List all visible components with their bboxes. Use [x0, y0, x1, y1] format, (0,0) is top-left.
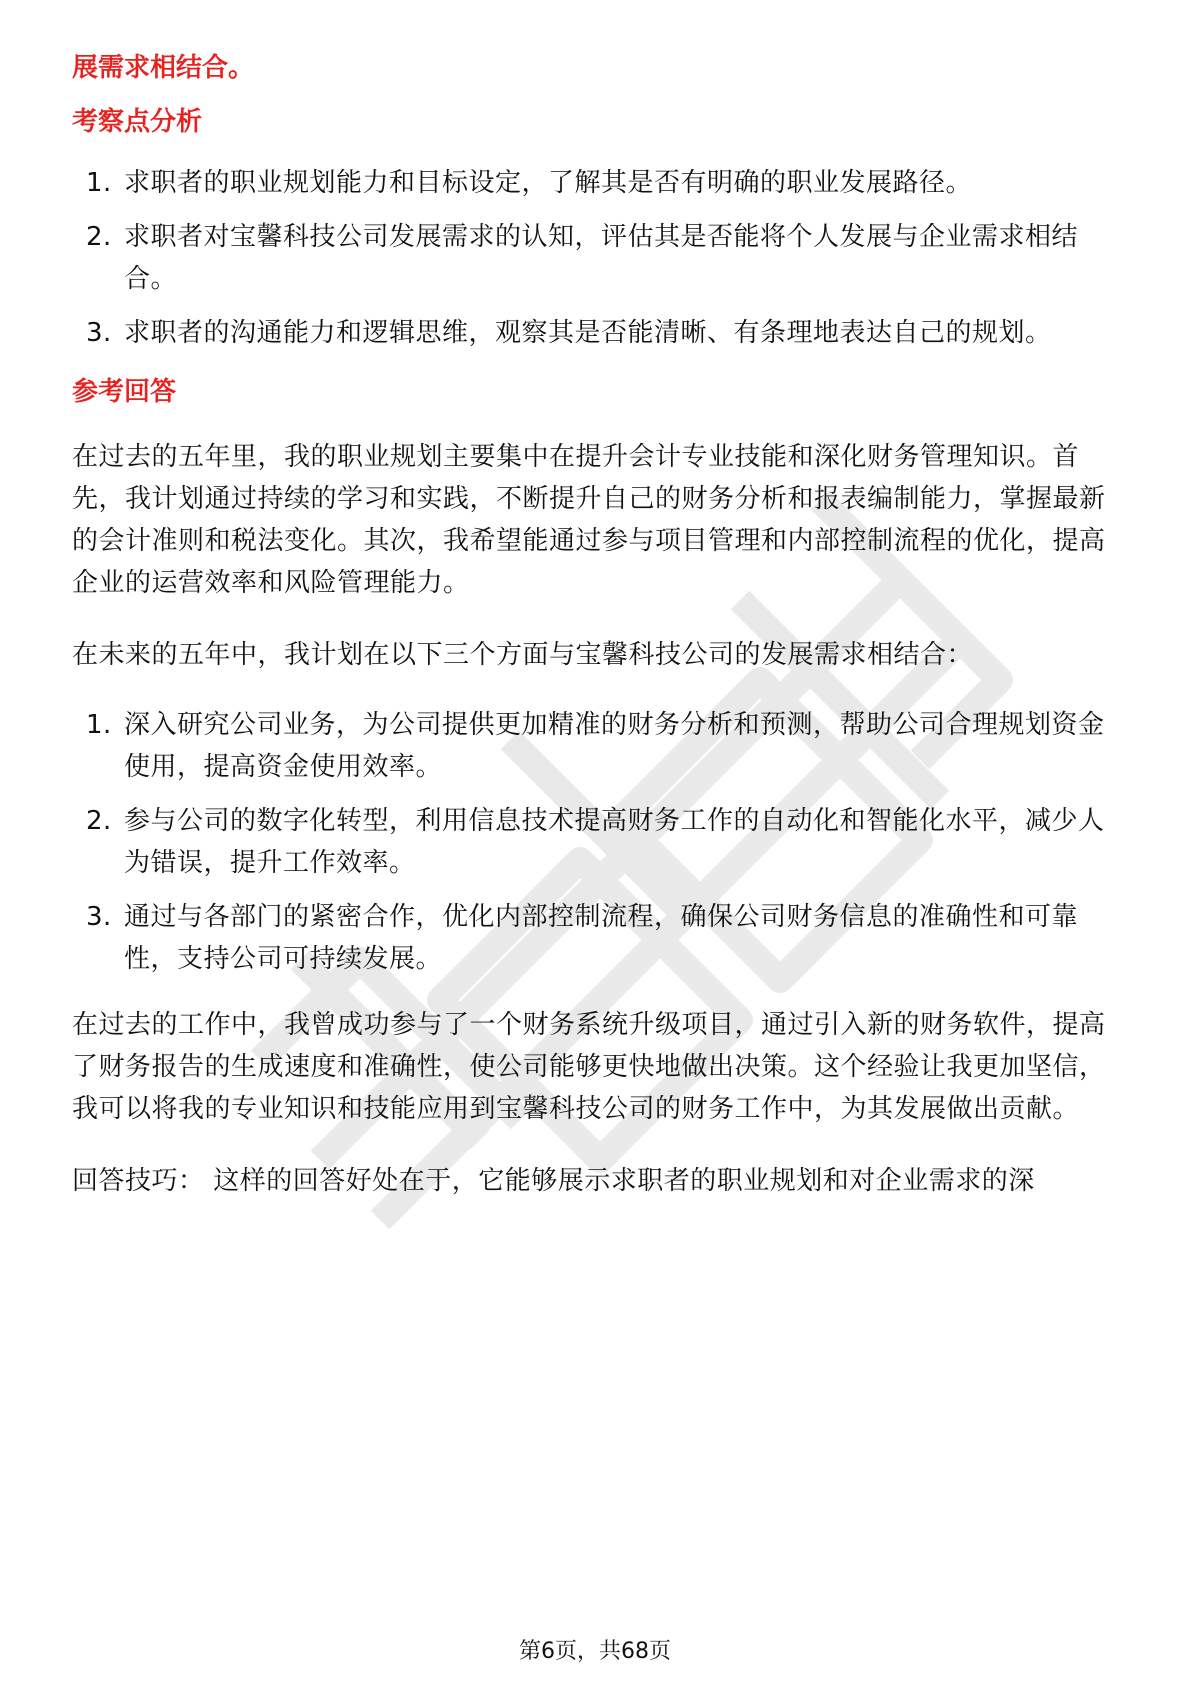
list-item-number: 1.	[86, 710, 112, 740]
list-item	[72, 704, 1118, 788]
list-item	[72, 800, 1118, 884]
list-item-number: 2.	[86, 222, 112, 252]
list-item	[72, 162, 1118, 204]
list-item-number: 1.	[86, 168, 112, 198]
answer-list	[72, 704, 1118, 980]
answer-tip: 回答技巧： 这样的回答好处在于，它能够展示求职者的职业规划和对企业需求的深	[72, 1166, 1035, 1196]
list-item-text: 求职者的沟通能力和逻辑思维，观察其是否能清晰、有条理地表达自己的规划。	[124, 318, 1052, 348]
continuation-heading: 展需求相结合。	[72, 53, 255, 83]
answer-heading: 参考回答	[72, 377, 177, 407]
list-item-number: 2.	[86, 806, 112, 836]
list-item-text: 参与公司的数字化转型，利用信息技术提高财务工作的自动化和智能化水平，减少人为错误，提升工作效率。	[124, 806, 1105, 878]
list-item	[72, 312, 1118, 354]
list-item-text: 求职者对宝馨科技公司发展需求的认知，评估其是否能将个人发展与企业需求相结合。	[124, 222, 1079, 294]
document-body	[72, 48, 1118, 1202]
list-item	[72, 216, 1118, 300]
list-item-text: 深入研究公司业务，为公司提供更加精准的财务分析和预测，帮助公司合理规划资金使用，提高资金使用效率。	[124, 710, 1105, 782]
page-number-footer: 第6页，共68页	[519, 1639, 671, 1664]
answer-paragraph-2: 在未来的五年中，我计划在以下三个方面与宝馨科技公司的发展需求相结合：	[72, 640, 974, 670]
list-item-text: 通过与各部门的紧密合作，优化内部控制流程，确保公司财务信息的准确性和可靠性，支持公司可持续发展。	[124, 902, 1079, 974]
list-item	[72, 896, 1118, 980]
list-item-text: 求职者的职业规划能力和目标设定，了解其是否有明确的职业发展路径。	[124, 168, 973, 198]
analysis-heading: 考察点分析	[72, 107, 203, 137]
list-item-number: 3.	[86, 902, 112, 932]
list-item-number: 3.	[86, 318, 112, 348]
answer-paragraph-1: 在过去的五年里，我的职业规划主要集中在提升会计专业技能和深化财务管理知识。首先，我计划通过持续的学习和实践，不断提升自己的财务分析和报表编制能力，掌握最新的会计准则和税法变化。其次，我希望能通过参与项目管理和内部控制流程的优化，提高企业的运营效率和风险管理能力。	[72, 442, 1106, 598]
analysis-list	[72, 162, 1118, 354]
answer-paragraph-3: 在过去的工作中，我曾成功参与了一个财务系统升级项目，通过引入新的财务软件，提高了财务报告的生成速度和准确性，使公司能够更快地做出决策。这个经验让我更加坚信，我可以将我的专业知识和技能应用到宝馨科技公司的财务工作中，为其发展做出贡献。	[72, 1010, 1106, 1124]
